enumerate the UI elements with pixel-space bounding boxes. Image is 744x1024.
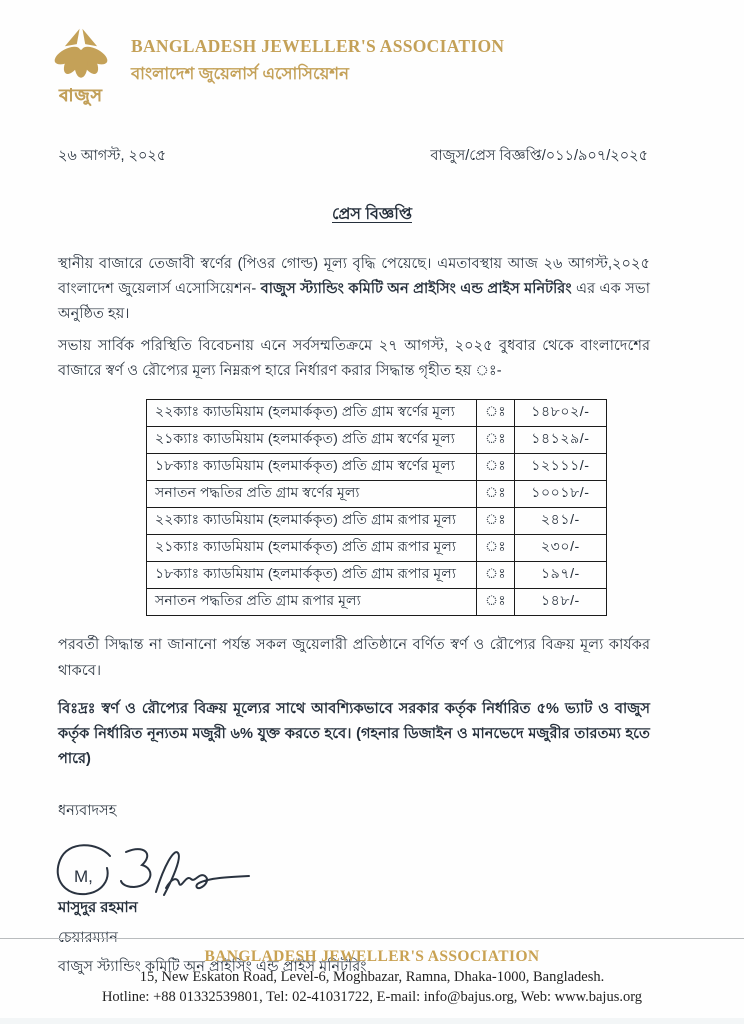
svg-text:M,: M,: [74, 866, 93, 886]
separator-cell: ঃ: [477, 427, 515, 454]
table-row: [147, 427, 607, 454]
price-value: ১৪৮০২/-: [514, 400, 606, 427]
reference-number: বাজুস/প্রেস বিজ্ঞপ্তি/০১১/৯০৭/২০২৫: [430, 148, 648, 164]
footer: [0, 938, 744, 1006]
separator-cell: ঃ: [477, 589, 515, 616]
footer-contact: Hotline: +88 01332539801, Tel: 02-41031722, E-mail: info@bajus.org, Web: www.bajus.org: [101, 989, 643, 1005]
org-name-bengali: বাংলাদেশ জুয়েলার্স এসোসিয়েশন: [131, 65, 349, 83]
issue-date: ২৬ আগস্ট, ২০২৫: [58, 148, 167, 164]
separator-cell: ঃ: [477, 508, 515, 535]
signatory-committee: বাজুস স্ট্যান্ডিং কমিটি অন প্রাইসিং এন্ড প্রাইস মনিটরিং: [58, 958, 367, 975]
paragraph-validity: পরবর্তী সিদ্ধান্ত না জানানো পর্যন্ত সকল জুয়েলারী প্রতিষ্ঠানে বর্ণিত স্বর্ণ ও রৌপ্যের বিক্রয় মূল্য কার্যকর থাকবে।: [58, 637, 650, 679]
committee-name-bold: বাজুস স্ট্যান্ডিং কমিটি অন প্রাইসিং এন্ড প্রাইস মনিটরিং: [260, 281, 572, 298]
paragraph-intro-text: স্থানীয় বাজারে তেজাবী স্বর্ণের (পিওর গোল্ড) মূল্য বৃদ্ধি পেয়েছে। এমতাবস্থায় আজ ২৬ আগস্ট,২০২৫ বাংলাদেশ জুয়েলার্স এসোসিয়েশন-: [58, 256, 650, 298]
footer-address: 15, New Eskaton Road, Level-6, Moghbazar, Ramna, Dhaka-1000, Bangladesh.: [139, 969, 605, 985]
signatory-name: মাসুদুর রহমান: [58, 899, 138, 916]
price-value: ১০০১৮/-: [514, 481, 606, 508]
separator-cell: ঃ: [477, 454, 515, 481]
meta-row: [0, 145, 744, 169]
price-value: ১৪৮/-: [514, 589, 606, 616]
price-value: ১৪১২৯/-: [514, 427, 606, 454]
document-body: [0, 252, 744, 980]
price-label: ২১ক্যাঃ ক্যাডমিয়াম (হলমার্ককৃত) প্রতি গ্রাম রূপার মূল্য: [147, 535, 477, 562]
price-label: সনাতন পদ্ধতির প্রতি গ্রাম স্বর্ণের মূল্য: [147, 481, 477, 508]
org-name-english: BANGLADESH JEWELLER'S ASSOCIATION: [131, 36, 505, 56]
table-row: [147, 454, 607, 481]
price-value: ২৩০/-: [514, 535, 606, 562]
price-value: ১২১১১/-: [514, 454, 606, 481]
price-table: [146, 399, 607, 616]
org-names: [131, 27, 504, 88]
paragraph-decision: সভায় সার্বিক পরিস্থিতি বিবেচনায় এনে সর্বসম্মতিক্রমে ২৭ আগস্ট, ২০২৫ বুধবার থেকে বাংলাদেশের বাজারে স্বর্ণ ও রৌপ্যের মূল্য নিম্নরূপ হারে নির্ধারণ করার সিদ্ধান্ত গৃহীত হয় ঃ-: [58, 338, 650, 380]
table-row: [147, 481, 607, 508]
separator-cell: ঃ: [477, 535, 515, 562]
separator-cell: ঃ: [477, 562, 515, 589]
table-row: [147, 508, 607, 535]
paragraph-intro: [58, 252, 650, 327]
table-row: [147, 562, 607, 589]
footer-org-name: BANGLADESH JEWELLER'S ASSOCIATION: [204, 948, 540, 965]
bajus-logo: [45, 27, 117, 111]
price-label: ১৮ক্যাঃ ক্যাডমিয়াম (হলমার্ককৃত) প্রতি গ্রাম রূপার মূল্য: [147, 562, 477, 589]
separator-cell: ঃ: [477, 400, 515, 427]
page-title: প্রেস বিজ্ঞপ্তি: [332, 206, 412, 223]
closing-thanks: ধন্যবাদসহ: [58, 802, 117, 819]
signatory-designation: চেয়ারম্যান: [58, 929, 118, 946]
price-label: সনাতন পদ্ধতির প্রতি গ্রাম রূপার মূল্য: [147, 589, 477, 616]
table-row: [147, 589, 607, 616]
price-label: ২২ক্যাঃ ক্যাডমিয়াম (হলমার্ককৃত) প্রতি গ্রাম স্বর্ণের মূল্য: [147, 400, 477, 427]
price-label: ২২ক্যাঃ ক্যাডমিয়াম (হলমার্ককৃত) প্রতি গ্রাম রূপার মূল্য: [147, 508, 477, 535]
price-label: ২১ক্যাঃ ক্যাডমিয়াম (হলমার্ককৃত) প্রতি গ্রাম স্বর্ণের মূল্য: [147, 427, 477, 454]
price-value: ২৪১/-: [514, 508, 606, 535]
table-row: [147, 400, 607, 427]
table-row: [147, 535, 607, 562]
letterhead: [0, 0, 744, 111]
price-label: ১৮ক্যাঃ ক্যাডমিয়াম (হলমার্ককৃত) প্রতি গ্রাম স্বর্ণের মূল্য: [147, 454, 477, 481]
scan-bottom-edge: [0, 1018, 744, 1024]
paragraph-intro-tail: এর এক সভা অনুষ্ঠিত হয়।: [58, 281, 650, 323]
price-value: ১৯৭/-: [514, 562, 606, 589]
logo-wordmark: বাজুস: [59, 86, 103, 105]
paragraph-note: বিঃদ্রঃ স্বর্ণ ও রৌপ্যের বিক্রয় মূল্যের সাথে আবশ্যিকভাবে সরকার কর্তৃক নির্ধারিত ৫% ভ্যাট ও বাজুস কর্তৃক নির্ধারিত নূন্যতম মজুরী ৬% যুক্ত করতে হবে। (গহনার ডিজাইন ও মানভেদে মজুরীর তারতম্য হতে পারে): [58, 700, 650, 767]
separator-cell: ঃ: [477, 481, 515, 508]
lotus-logo-icon: [45, 27, 117, 85]
